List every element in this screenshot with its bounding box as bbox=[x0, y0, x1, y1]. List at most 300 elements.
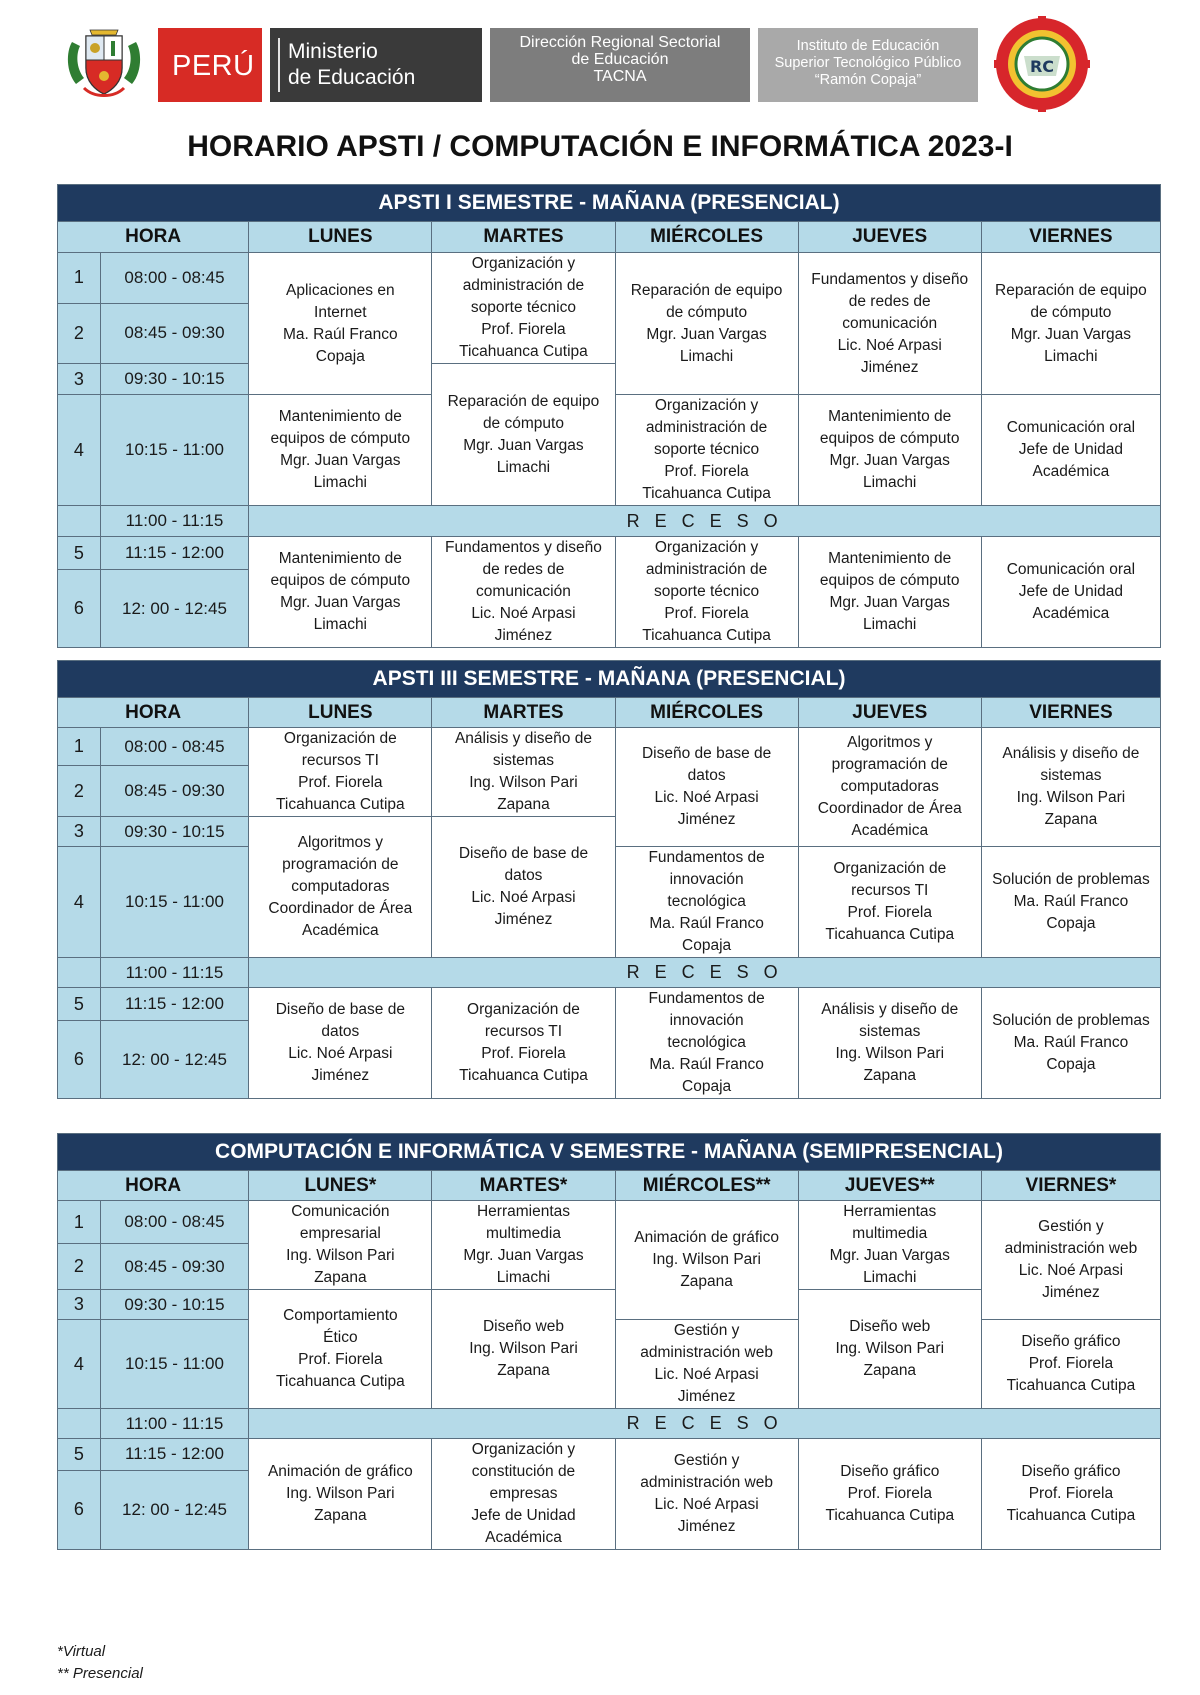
class-info-line: equipos de cómputo bbox=[819, 572, 960, 589]
class-info-line: Mgr. Juan Vargas bbox=[280, 594, 401, 611]
class-info-line: Ing. Wilson Pari bbox=[286, 1485, 395, 1502]
class-info-line: Prof. Fiorela bbox=[847, 904, 932, 921]
day-header-vie: VIERNES bbox=[981, 222, 1160, 253]
footnotes bbox=[57, 1641, 143, 1685]
schedule-banner: APSTI III SEMESTRE - MAÑANA (PRESENCIAL) bbox=[58, 661, 1161, 698]
drse-logo bbox=[490, 28, 750, 102]
class-cell-mar-a[interactable] bbox=[432, 1201, 615, 1290]
class-info-line: Solución de problemas bbox=[992, 871, 1150, 888]
class-info-line: Ma. Raúl Franco bbox=[1013, 893, 1129, 910]
class-info-line: Prof. Fiorela bbox=[664, 605, 749, 622]
recess-band: R E C E S O bbox=[249, 958, 1161, 988]
class-info-line: Ing. Wilson Pari bbox=[469, 1340, 578, 1357]
class-info-line: Limachi bbox=[313, 616, 368, 633]
class-info-line: Ma. Raúl Franco bbox=[1013, 1034, 1129, 1051]
class-info-line: Prof. Fiorela bbox=[481, 321, 566, 338]
class-info-line: Jiménez bbox=[677, 1388, 736, 1405]
class-cell-vie-b[interactable] bbox=[981, 395, 1160, 506]
class-info-line: de cómputo bbox=[666, 303, 748, 321]
period-number: 6 bbox=[58, 1470, 101, 1549]
class-cell-lun-c[interactable] bbox=[249, 1439, 432, 1550]
class-info-line: tecnológica bbox=[667, 893, 746, 910]
class-info-line: Lic. Noé Arpasi bbox=[654, 1496, 759, 1513]
class-info-line: Ticahuanca Cutipa bbox=[276, 1373, 405, 1390]
class-info-line: Ing. Wilson Pari bbox=[835, 1340, 945, 1357]
class-info-line: Jiménez bbox=[1042, 1284, 1100, 1301]
class-info-line: Lic. Noé Arpasi bbox=[288, 1045, 393, 1062]
class-cell-mar-c[interactable] bbox=[432, 537, 615, 648]
day-header-row bbox=[58, 698, 1161, 728]
class-info-line: Limachi bbox=[496, 458, 551, 476]
class-cell-mie-b[interactable] bbox=[615, 847, 798, 958]
class-info-line: tecnológica bbox=[667, 1034, 746, 1051]
class-info-line: Ma. Raúl Franco bbox=[649, 1056, 764, 1073]
class-info-line: Reparación de equipo bbox=[995, 281, 1147, 299]
class-info-line: Prof. Fiorela bbox=[664, 463, 749, 480]
class-info-line: Mgr. Juan Vargas bbox=[280, 452, 401, 469]
class-info-line: Zapana bbox=[314, 1507, 367, 1524]
class-info-line: Académica bbox=[485, 1529, 562, 1546]
class-info-line: administración de bbox=[462, 277, 585, 294]
class-cell-mie-c[interactable] bbox=[615, 988, 798, 1099]
class-cell-mar-b[interactable] bbox=[432, 1290, 615, 1409]
class-info-line: Análisis y diseño de bbox=[821, 1001, 959, 1018]
class-info-line: Mantenimiento de bbox=[278, 408, 402, 425]
class-info-line: Limachi bbox=[313, 474, 368, 491]
class-info-line: Zapana bbox=[863, 1067, 917, 1084]
class-info-line: Lic. Noé Arpasi bbox=[654, 1366, 759, 1383]
class-info-line: Jiménez bbox=[677, 811, 736, 828]
class-info-line: Académica bbox=[851, 822, 929, 839]
drse-line3: TACNA bbox=[593, 68, 647, 85]
schedule-row bbox=[58, 1409, 1161, 1439]
class-info-line: de cómputo bbox=[482, 414, 564, 432]
class-info-line: recursos TI bbox=[851, 882, 929, 899]
period-time: 11:00 - 11:15 bbox=[100, 506, 249, 537]
class-info-line: Mantenimiento de bbox=[828, 408, 952, 425]
class-info-line: Gestión y bbox=[673, 1322, 740, 1339]
class-info-line: Ticahuanca Cutipa bbox=[825, 1507, 955, 1524]
recess-band: R E C E S O bbox=[249, 506, 1161, 537]
period-number: 1 bbox=[58, 728, 101, 766]
class-info-line: Animación de gráfico bbox=[634, 1229, 779, 1246]
class-cell-mie-c[interactable] bbox=[615, 537, 798, 648]
period-number: 3 bbox=[58, 1290, 101, 1320]
banner-row bbox=[58, 661, 1161, 698]
class-info-line: comunicación bbox=[476, 583, 571, 600]
class-cell-vie-c[interactable] bbox=[981, 1439, 1160, 1550]
ministerio-logo bbox=[270, 28, 482, 102]
class-info-line: programación de bbox=[282, 856, 399, 873]
class-info-line: Prof. Fiorela bbox=[298, 774, 383, 791]
class-info-line: Mgr. Juan Vargas bbox=[463, 1247, 584, 1264]
schedule-row bbox=[58, 253, 1161, 304]
hora-header: HORA bbox=[58, 1171, 249, 1201]
class-info-line: programación de bbox=[831, 756, 948, 773]
schedule-banner: APSTI I SEMESTRE - MAÑANA (PRESENCIAL) bbox=[58, 185, 1161, 222]
footnote-presencial: ** Presencial bbox=[57, 1665, 143, 1682]
period-time: 10:15 - 11:00 bbox=[100, 395, 249, 506]
class-cell-mar-b[interactable] bbox=[432, 364, 615, 506]
class-info-line: sistemas bbox=[492, 752, 555, 769]
class-info-line: Herramientas bbox=[843, 1203, 937, 1220]
period-number bbox=[58, 506, 101, 537]
divider bbox=[278, 38, 280, 92]
class-info-line: sistemas bbox=[859, 1023, 921, 1040]
period-time: 11:15 - 12:00 bbox=[100, 537, 249, 570]
class-info-line: Limachi bbox=[863, 1269, 917, 1286]
class-info-line: Análisis y diseño de bbox=[454, 730, 592, 747]
class-info-line: Prof. Fiorela bbox=[1028, 1485, 1114, 1502]
period-number bbox=[58, 1409, 101, 1439]
class-cell-vie-c[interactable] bbox=[981, 537, 1160, 648]
class-info-line: empresarial bbox=[299, 1225, 381, 1242]
class-info-line: datos bbox=[504, 867, 543, 884]
class-info-line: Mgr. Juan Vargas bbox=[463, 436, 584, 454]
schedule-row bbox=[58, 537, 1161, 570]
class-info-line: Jefe de Unidad bbox=[1018, 583, 1124, 600]
period-number: 1 bbox=[58, 1201, 101, 1244]
period-time: 10:15 - 11:00 bbox=[100, 1320, 249, 1409]
class-info-line: constitución de bbox=[471, 1463, 576, 1480]
period-number bbox=[58, 958, 101, 988]
class-info-line: Herramientas bbox=[476, 1203, 570, 1220]
class-info-line: Ticahuanca Cutipa bbox=[642, 627, 771, 644]
class-info-line: Mgr. Juan Vargas bbox=[1010, 325, 1132, 343]
period-number: 3 bbox=[58, 364, 101, 395]
class-info-line: equipos de cómputo bbox=[270, 430, 411, 447]
class-info-line: Copaja bbox=[682, 937, 732, 954]
class-info-line: Zapana bbox=[863, 1362, 917, 1379]
class-cell-mar-b[interactable] bbox=[432, 817, 615, 958]
peru-label: PERÚ bbox=[172, 50, 255, 82]
class-info-line: recursos TI bbox=[301, 752, 379, 769]
institute-line2: Superior Tecnológico Público bbox=[774, 55, 962, 71]
class-info-line: Jiménez bbox=[311, 1067, 370, 1084]
day-header-mar: MARTES bbox=[432, 222, 615, 253]
day-header-mie: MIÉRCOLES bbox=[615, 698, 798, 728]
class-cell-lun-a[interactable] bbox=[249, 253, 432, 395]
class-info-line: de redes de bbox=[848, 292, 931, 310]
class-info-line: Ticahuanca Cutipa bbox=[1006, 1377, 1136, 1394]
class-info-line: administración web bbox=[1004, 1240, 1138, 1257]
schedule-table-apsti-3 bbox=[57, 660, 1161, 1099]
class-info-line: Ticahuanca Cutipa bbox=[276, 796, 405, 813]
period-number: 5 bbox=[58, 988, 101, 1021]
period-number: 4 bbox=[58, 395, 101, 506]
class-info-line: de cómputo bbox=[1030, 303, 1112, 321]
period-time: 08:45 - 09:30 bbox=[100, 766, 249, 817]
schedule-table-apsti-1 bbox=[57, 184, 1161, 648]
peru-coat-of-arms-icon bbox=[64, 22, 144, 102]
class-info-line: Comunicación bbox=[291, 1203, 390, 1220]
class-info-line: Ticahuanca Cutipa bbox=[642, 485, 771, 502]
class-cell-lun-b[interactable] bbox=[249, 817, 432, 958]
day-header-jue: JUEVES bbox=[798, 698, 981, 728]
day-header-mar: MARTES bbox=[432, 698, 615, 728]
class-info-line: soporte técnico bbox=[654, 583, 760, 600]
period-time: 08:00 - 08:45 bbox=[100, 1201, 249, 1244]
class-cell-mie-a[interactable] bbox=[615, 253, 798, 395]
class-info-line: Limachi bbox=[862, 474, 917, 491]
period-number: 2 bbox=[58, 303, 101, 363]
class-info-line: Diseño web bbox=[482, 1318, 564, 1335]
banner-row bbox=[58, 1134, 1161, 1171]
class-info-line: administración web bbox=[640, 1344, 773, 1361]
class-info-line: equipos de cómputo bbox=[270, 572, 411, 589]
period-time: 10:15 - 11:00 bbox=[100, 847, 249, 958]
class-info-line: Diseño de base de bbox=[275, 1001, 405, 1018]
period-number: 2 bbox=[58, 1244, 101, 1290]
schedule-row bbox=[58, 958, 1161, 988]
class-info-line: Ma. Raúl Franco bbox=[283, 325, 398, 343]
class-cell-lun-b[interactable] bbox=[249, 1290, 432, 1409]
class-info-line: Reparación de equipo bbox=[630, 281, 783, 299]
class-info-line: innovación bbox=[669, 871, 744, 888]
class-cell-lun-a[interactable] bbox=[249, 1201, 432, 1290]
class-cell-jue-a[interactable] bbox=[798, 1201, 981, 1290]
class-cell-jue-b[interactable] bbox=[798, 847, 981, 958]
class-cell-mie-b[interactable] bbox=[615, 395, 798, 506]
class-info-line: Fundamentos de bbox=[648, 990, 765, 1007]
class-cell-mie-a[interactable] bbox=[615, 728, 798, 847]
period-time: 08:00 - 08:45 bbox=[100, 253, 249, 304]
class-info-line: Prof. Fiorela bbox=[1028, 1355, 1114, 1372]
class-info-line: Ing. Wilson Pari bbox=[652, 1251, 761, 1268]
class-cell-vie-a[interactable] bbox=[981, 728, 1160, 847]
class-cell-mie-c[interactable] bbox=[615, 1439, 798, 1550]
class-cell-mar-c[interactable] bbox=[432, 1439, 615, 1550]
day-header-jue: JUEVES** bbox=[798, 1171, 981, 1201]
period-time: 08:45 - 09:30 bbox=[100, 303, 249, 363]
class-info-line: Jefe de Unidad bbox=[471, 1507, 576, 1524]
institute-line3: “Ramón Copaja” bbox=[814, 72, 922, 88]
class-cell-jue-c[interactable] bbox=[798, 988, 981, 1099]
period-number: 2 bbox=[58, 766, 101, 817]
class-info-line: Ticahuanca Cutipa bbox=[825, 926, 955, 943]
period-number: 5 bbox=[58, 1439, 101, 1471]
class-info-line: Gestión y bbox=[673, 1452, 740, 1469]
class-info-line: Comportamiento bbox=[283, 1307, 398, 1324]
class-info-line: Ing. Wilson Pari bbox=[469, 774, 578, 791]
class-cell-mie-b[interactable] bbox=[615, 1320, 798, 1409]
class-info-line: Organización de bbox=[283, 730, 397, 747]
class-cell-lun-b[interactable] bbox=[249, 395, 432, 506]
day-header-mie: MIÉRCOLES** bbox=[615, 1171, 798, 1201]
emblem-text: RC bbox=[1029, 57, 1055, 76]
period-time: 12: 00 - 12:45 bbox=[100, 1470, 249, 1549]
class-info-line: Animación de gráfico bbox=[267, 1463, 413, 1480]
class-info-line: Lic. Noé Arpasi bbox=[654, 789, 759, 806]
schedule-row bbox=[58, 1439, 1161, 1471]
class-info-line: multimedia bbox=[486, 1225, 561, 1242]
class-info-line: Ing. Wilson Pari bbox=[1016, 789, 1126, 806]
class-info-line: Jiménez bbox=[677, 1518, 736, 1535]
class-info-line: Reparación de equipo bbox=[447, 392, 600, 410]
class-info-line: Limachi bbox=[496, 1269, 551, 1286]
schedule-table-computacion-5 bbox=[57, 1133, 1161, 1550]
class-info-line: Académica bbox=[301, 922, 379, 939]
class-info-line: Ticahuanca Cutipa bbox=[459, 343, 588, 360]
footnote-virtual: *Virtual bbox=[57, 1643, 106, 1660]
class-info-line: administración de bbox=[645, 419, 768, 436]
class-info-line: Jiménez bbox=[494, 627, 553, 644]
class-info-line: administración de bbox=[645, 561, 768, 578]
period-time: 08:45 - 09:30 bbox=[100, 1244, 249, 1290]
class-info-line: Diseño de base de bbox=[458, 845, 589, 862]
day-header-lun: LUNES* bbox=[249, 1171, 432, 1201]
class-info-line: Ing. Wilson Pari bbox=[835, 1045, 945, 1062]
class-cell-mar-a[interactable] bbox=[432, 253, 615, 364]
class-info-line: Prof. Fiorela bbox=[298, 1351, 383, 1368]
class-info-line: Mantenimiento de bbox=[278, 550, 402, 567]
drse-line2: de Educación bbox=[571, 51, 669, 68]
day-header-row bbox=[58, 222, 1161, 253]
period-time: 09:30 - 10:15 bbox=[100, 364, 249, 395]
class-info-line: Diseño web bbox=[849, 1318, 931, 1335]
class-info-line: Fundamentos y diseño bbox=[445, 539, 602, 556]
class-info-line: Coordinador de Área bbox=[268, 900, 413, 917]
period-time: 08:00 - 08:45 bbox=[100, 728, 249, 766]
class-info-line: Jefe de Unidad bbox=[1018, 441, 1124, 458]
class-info-line: Algoritmos y bbox=[847, 734, 933, 751]
class-info-line: Copaja bbox=[1046, 1056, 1096, 1073]
class-info-line: Internet bbox=[314, 303, 367, 321]
institute-line1: Instituto de Educación bbox=[796, 38, 940, 54]
class-info-line: Mgr. Juan Vargas bbox=[829, 1247, 950, 1264]
class-info-line: Solución de problemas bbox=[992, 1012, 1150, 1029]
period-time: 11:00 - 11:15 bbox=[100, 1409, 249, 1439]
class-info-line: Organización y bbox=[654, 397, 759, 414]
class-info-line: Organización y bbox=[471, 1441, 576, 1458]
day-header-vie: VIERNES* bbox=[981, 1171, 1160, 1201]
class-info-line: Organización de bbox=[833, 860, 947, 877]
class-info-line: empresas bbox=[489, 1485, 558, 1502]
class-info-line: Fundamentos de bbox=[648, 849, 765, 866]
class-info-line: Zapana bbox=[1044, 811, 1098, 828]
class-cell-lun-a[interactable] bbox=[249, 728, 432, 817]
banner-row bbox=[58, 185, 1161, 222]
class-info-line: datos bbox=[687, 767, 726, 784]
day-header-row bbox=[58, 1171, 1161, 1201]
class-info-line: Ticahuanca Cutipa bbox=[459, 1067, 588, 1084]
class-cell-jue-a[interactable] bbox=[798, 728, 981, 847]
class-info-line: Comunicación oral bbox=[1006, 419, 1136, 436]
period-number: 4 bbox=[58, 1320, 101, 1409]
page-title: HORARIO APSTI / COMPUTACIÓN E INFORMÁTICA 2023-I bbox=[187, 130, 1013, 163]
class-info-line: multimedia bbox=[852, 1225, 928, 1242]
period-number: 3 bbox=[58, 817, 101, 847]
class-cell-mar-c[interactable] bbox=[432, 988, 615, 1099]
period-time: 11:15 - 12:00 bbox=[100, 1439, 249, 1471]
class-info-line: Jiménez bbox=[494, 911, 553, 928]
class-info-line: Diseño gráfico bbox=[1021, 1463, 1121, 1480]
class-info-line: Diseño de base de bbox=[641, 745, 772, 762]
class-cell-jue-b[interactable] bbox=[798, 1290, 981, 1409]
period-time: 11:15 - 12:00 bbox=[100, 988, 249, 1021]
class-cell-mie-a[interactable] bbox=[615, 1201, 798, 1320]
ministerio-line2: de Educación bbox=[288, 66, 416, 89]
class-info-line: equipos de cómputo bbox=[819, 430, 960, 447]
class-info-line: Académica bbox=[1032, 463, 1110, 480]
class-info-line: datos bbox=[321, 1023, 360, 1040]
class-info-line: Aplicaciones en bbox=[286, 281, 395, 299]
class-info-line: Ticahuanca Cutipa bbox=[1006, 1507, 1136, 1524]
class-info-line: Lic. Noé Arpasi bbox=[471, 889, 576, 906]
schedule-row bbox=[58, 988, 1161, 1021]
class-info-line: Fundamentos y diseño bbox=[811, 270, 969, 288]
class-info-line: Gestión y bbox=[1038, 1218, 1104, 1235]
page-header bbox=[0, 0, 1200, 110]
class-cell-lun-c[interactable] bbox=[249, 537, 432, 648]
class-info-line: Comunicación oral bbox=[1006, 561, 1136, 578]
class-cell-mar-a[interactable] bbox=[432, 728, 615, 817]
schedule-row bbox=[58, 728, 1161, 766]
class-info-line: computadoras bbox=[291, 878, 390, 895]
class-cell-jue-b[interactable] bbox=[798, 395, 981, 506]
period-time: 12: 00 - 12:45 bbox=[100, 1021, 249, 1099]
class-info-line: Jiménez bbox=[860, 358, 919, 376]
class-info-line: soporte técnico bbox=[470, 299, 576, 316]
schedule-row bbox=[58, 1201, 1161, 1244]
class-info-line: sistemas bbox=[1040, 767, 1102, 784]
class-info-line: Zapana bbox=[680, 1273, 733, 1290]
period-number: 5 bbox=[58, 537, 101, 570]
class-info-line: Mantenimiento de bbox=[828, 550, 952, 567]
class-cell-jue-a[interactable] bbox=[798, 253, 981, 395]
day-header-lun: LUNES bbox=[249, 222, 432, 253]
class-info-line: Mgr. Juan Vargas bbox=[646, 325, 767, 343]
class-info-line: de redes de bbox=[482, 561, 565, 578]
class-cell-lun-c[interactable] bbox=[249, 988, 432, 1099]
class-info-line: Zapana bbox=[497, 1362, 550, 1379]
class-info-line: innovación bbox=[669, 1012, 744, 1029]
class-info-line: administración web bbox=[640, 1474, 773, 1491]
class-info-line: Ético bbox=[323, 1329, 358, 1346]
class-cell-vie-a[interactable] bbox=[981, 1201, 1160, 1320]
class-info-line: Lic. Noé Arpasi bbox=[1018, 1262, 1124, 1279]
period-number: 1 bbox=[58, 253, 101, 304]
class-cell-vie-b[interactable] bbox=[981, 847, 1160, 958]
period-number: 6 bbox=[58, 570, 101, 648]
hora-header: HORA bbox=[58, 222, 249, 253]
class-info-line: Prof. Fiorela bbox=[481, 1045, 566, 1062]
class-cell-vie-a[interactable] bbox=[981, 253, 1160, 395]
class-info-line: soporte técnico bbox=[654, 441, 760, 458]
day-header-mar: MARTES* bbox=[432, 1171, 615, 1201]
class-cell-jue-c[interactable] bbox=[798, 537, 981, 648]
drse-line1: Dirección Regional Sectorial bbox=[519, 34, 721, 51]
class-info-line: Mgr. Juan Vargas bbox=[829, 594, 950, 611]
class-info-line: Algoritmos y bbox=[297, 834, 383, 851]
ministerio-line1: Ministerio bbox=[288, 40, 378, 63]
class-cell-vie-b[interactable] bbox=[981, 1320, 1160, 1409]
class-info-line: Organización de bbox=[467, 1001, 580, 1018]
class-info-line: Mgr. Juan Vargas bbox=[829, 452, 950, 469]
class-info-line: comunicación bbox=[842, 314, 938, 332]
day-header-mie: MIÉRCOLES bbox=[615, 222, 798, 253]
period-time: 09:30 - 10:15 bbox=[100, 817, 249, 847]
ramon-copaja-emblem-icon bbox=[994, 16, 1090, 112]
period-time: 09:30 - 10:15 bbox=[100, 1290, 249, 1320]
schedule-row bbox=[58, 506, 1161, 537]
class-info-line: Lic. Noé Arpasi bbox=[837, 336, 942, 354]
class-cell-jue-c[interactable] bbox=[798, 1439, 981, 1550]
period-time: 11:00 - 11:15 bbox=[100, 958, 249, 988]
class-info-line: Ing. Wilson Pari bbox=[286, 1247, 395, 1264]
class-info-line: Organización y bbox=[654, 539, 759, 556]
class-cell-vie-c[interactable] bbox=[981, 988, 1160, 1099]
